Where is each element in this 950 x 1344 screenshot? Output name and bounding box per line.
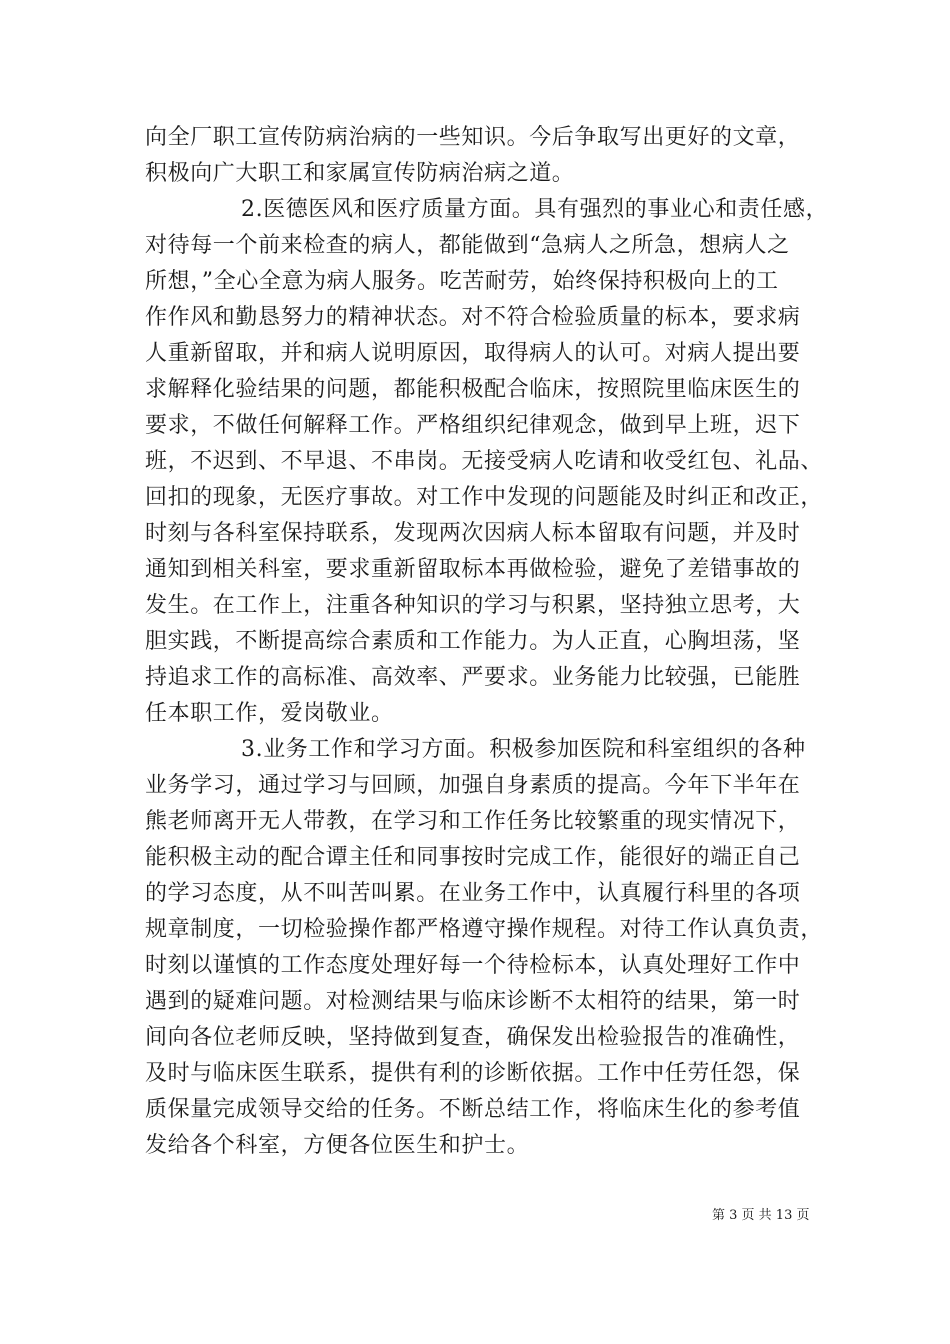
- text-line: 胆实践，不断提高综合素质和工作能力。为人正直，心胸坦荡，坚: [145, 629, 801, 654]
- text-line: 及时与临床医生联系，提供有利的诊断依据。工作中任劳任怨，保: [145, 1061, 801, 1086]
- text-line: 作作风和勤恳努力的精神状态。对不符合检验质量的标本，要求病: [145, 305, 801, 330]
- text-line: 业务学习，通过学习与回顾，加强自身素质的提高。今年下半年在: [145, 773, 801, 798]
- text-line: 的学习态度，从不叫苦叫累。在业务工作中，认真履行科里的各项: [145, 881, 801, 906]
- text-line: 通知到相关科室，要求重新留取标本再做检验，避免了差错事故的: [145, 557, 801, 582]
- text-line: 能积极主动的配合谭主任和同事按时完成工作，能很好的端正自己: [145, 845, 801, 870]
- text-line: 向全厂职工宣传防病治病的一些知识。今后争取写出更好的文章，: [145, 125, 801, 150]
- text-line: 发生。在工作上，注重各种知识的学习与积累，坚持独立思考，大: [145, 593, 801, 618]
- text-line: 对待每一个前来检查的病人，都能做到“急病人之所急，想病人之: [145, 233, 790, 258]
- text-line: 积极向广大职工和家属宣传防病治病之道。: [145, 161, 575, 186]
- text-line: 规章制度，一切检验操作都严格遵守操作规程。对待工作认真负责，: [145, 917, 824, 942]
- text-line: 遇到的疑难问题。对检测结果与临床诊断不太相符的结果，第一时: [145, 989, 801, 1014]
- text-line: 任本职工作，爱岗敬业。: [145, 701, 394, 726]
- paragraph-2-first-line: 2.医德医风和医疗质量方面。具有强烈的事业心和责任感，: [241, 197, 829, 222]
- text-line: 班，不迟到、不早退、不串岗。无接受病人吃请和收受红包、礼品、: [145, 449, 824, 474]
- text-line: 持追求工作的高标准、高效率、严要求。业务能力比较强，已能胜: [145, 665, 801, 690]
- text-line: 时刻与各科室保持联系，发现两次因病人标本留取有问题，并及时: [145, 521, 801, 546]
- text-line: 质保量完成领导交给的任务。不断总结工作，将临床生化的参考值: [145, 1097, 801, 1122]
- text-line: 时刻以谨慎的工作态度处理好每一个待检标本，认真处理好工作中: [145, 953, 801, 978]
- text-line: 间向各位老师反映，坚持做到复查，确保发出检验报告的准确性，: [145, 1025, 801, 1050]
- page-number: 第 3 页 共 13 页: [712, 1208, 810, 1223]
- text-line: 熊老师离开无人带教，在学习和工作任务比较繁重的现实情况下，: [145, 809, 801, 834]
- text-line: 要求，不做任何解释工作。严格组织纪律观念，做到早上班，迟下: [145, 413, 801, 438]
- paragraph-3-first-line: 3.业务工作和学习方面。积极参加医院和科室组织的各种: [241, 737, 806, 762]
- text-line: 所想，”全心全意为病人服务。吃苦耐劳，始终保持积极向上的工: [145, 269, 779, 294]
- text-line: 人重新留取，并和病人说明原因，取得病人的认可。对病人提出要: [145, 341, 801, 366]
- text-line: 发给各个科室，方便各位医生和护士。: [145, 1133, 530, 1158]
- text-line: 求解释化验结果的问题，都能积极配合临床，按照院里临床医生的: [145, 377, 801, 402]
- text-line: 回扣的现象，无医疗事故。对工作中发现的问题能及时纠正和改正，: [145, 485, 824, 510]
